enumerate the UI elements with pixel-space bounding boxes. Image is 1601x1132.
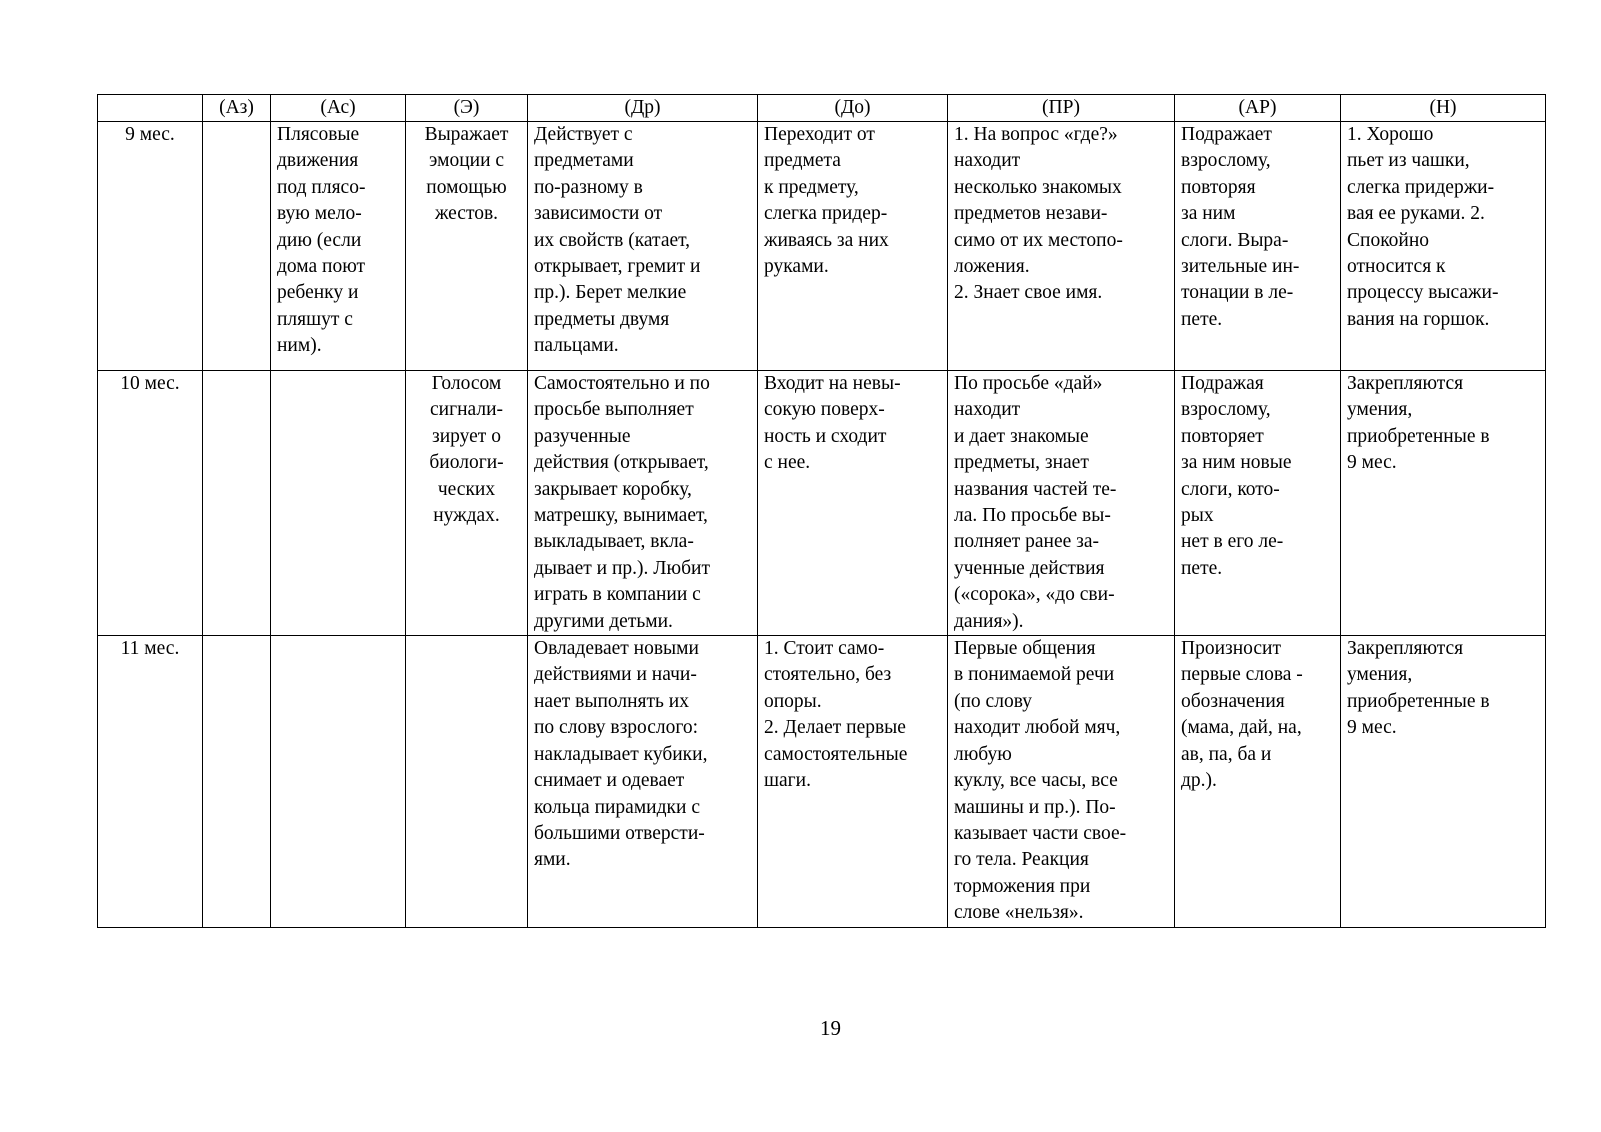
- cell-do: [758, 122, 948, 371]
- cell-text: 1. Стоит само- стоятельно, без опоры. 2. Делает первые самостоятельные шаги.: [764, 638, 908, 792]
- cell-dr: [528, 371, 758, 636]
- cell-pr: [948, 636, 1175, 927]
- cell-text: Овладевает новыми действиями и начи- нает выполнять их по слову взрослого: накладывает кубики, снимает и одевает кольца пирамидки с большими отверсти- ями.: [534, 638, 708, 871]
- header-dr: (Др): [528, 95, 758, 122]
- cell-as: [271, 636, 406, 927]
- cell-text: Голосом сигнали- зирует о биологи- ческих нуждах.: [429, 373, 504, 527]
- header-age: [98, 95, 203, 122]
- cell-az: [203, 636, 271, 927]
- cell-text: Переходит от предмета к предмету, слегка придер- живаясь за них руками.: [764, 124, 889, 278]
- cell-ar: [1175, 636, 1341, 927]
- cell-n: [1341, 636, 1546, 927]
- cell-ar: [1175, 371, 1341, 636]
- header-as: (Ас): [271, 95, 406, 122]
- cell-text: По просьбе «дай» находит и дает знакомые предметы, знает названия частей те- ла. По просьбе вы- полняет ранее за- ученные действия («сорока», «до сви- дания»).: [954, 373, 1117, 632]
- cell-n: [1341, 371, 1546, 636]
- age-cell: 10 мес.: [98, 371, 203, 636]
- cell-e: [406, 371, 528, 636]
- cell-az: [203, 371, 271, 636]
- cell-text: Плясовые движения под плясо- вую мело- дию (если дома поют ребенку и пляшут с ним).: [277, 124, 366, 357]
- cell-e: [406, 636, 528, 927]
- cell-text: Произносит первые слова - обозначения (мама, дай, на, ав, па, ба и др.).: [1181, 638, 1303, 792]
- cell-e: [406, 122, 528, 371]
- cell-text: Самостоятельно и по просьбе выполняет разученные действия (открывает, закрывает коробку, матрешку, вынимает, выкладывает, вкла- дывает и пр.). Любит играть в компании с другими детьми.: [534, 373, 710, 632]
- table-row: [98, 371, 1546, 636]
- cell-n: [1341, 122, 1546, 371]
- cell-az: [203, 122, 271, 371]
- header-pr: (ПР): [948, 95, 1175, 122]
- header-row: [98, 95, 1546, 122]
- cell-as: [271, 371, 406, 636]
- header-az: (Аз): [203, 95, 271, 122]
- cell-pr: [948, 122, 1175, 371]
- development-table: [97, 94, 1546, 928]
- cell-as: [271, 122, 406, 371]
- cell-ar: [1175, 122, 1341, 371]
- age-cell: 11 мес.: [98, 636, 203, 927]
- cell-text: Закрепляются умения, приобретенные в 9 мес.: [1347, 638, 1490, 739]
- cell-pr: [948, 371, 1175, 636]
- cell-dr: [528, 122, 758, 371]
- cell-do: [758, 371, 948, 636]
- header-do: (До): [758, 95, 948, 122]
- cell-text: Выражает эмоции с помощью жестов.: [424, 124, 509, 225]
- cell-text: 1. Хорошо пьет из чашки, слегка придержи- вая ее руками. 2. Спокойно относится к процессу высажи- вания на горшок.: [1347, 124, 1499, 330]
- cell-text: Входит на невы- сокую поверх- ность и сходит с нее.: [764, 373, 901, 474]
- cell-text: Первые общения в понимаемой речи (по слову находит любой мяч, любую куклу, все часы, все машины и пр.). По- казывает части свое- го тела. Реакция торможения при слове «нельзя».: [954, 638, 1127, 924]
- header-e: (Э): [406, 95, 528, 122]
- cell-dr: [528, 636, 758, 927]
- cell-text: 1. На вопрос «где?» находит несколько знакомых предметов незави- симо от их местопо- ложения. 2. Знает свое имя.: [954, 124, 1123, 304]
- header-ar: (АР): [1175, 95, 1341, 122]
- cell-text: Закрепляются умения, приобретенные в 9 мес.: [1347, 373, 1490, 474]
- cell-text: Действует с предметами по-разному в зависимости от их свойств (катает, открывает, гремит и пр.). Берет мелкие предметы двумя пальцами.: [534, 124, 701, 357]
- table-row: [98, 122, 1546, 371]
- cell-text: Подражает взрослому, повторяя за ним слоги. Выра- зительные ин- тонации в ле- пете.: [1181, 124, 1300, 330]
- header-n: (Н): [1341, 95, 1546, 122]
- age-cell: 9 мес.: [98, 122, 203, 371]
- table-row: [98, 636, 1546, 927]
- page-number: 19: [820, 1016, 841, 1040]
- cell-text: Подражая взрослому, повторяет за ним новые слоги, кото- рых нет в его ле- пете.: [1181, 373, 1292, 579]
- cell-do: [758, 636, 948, 927]
